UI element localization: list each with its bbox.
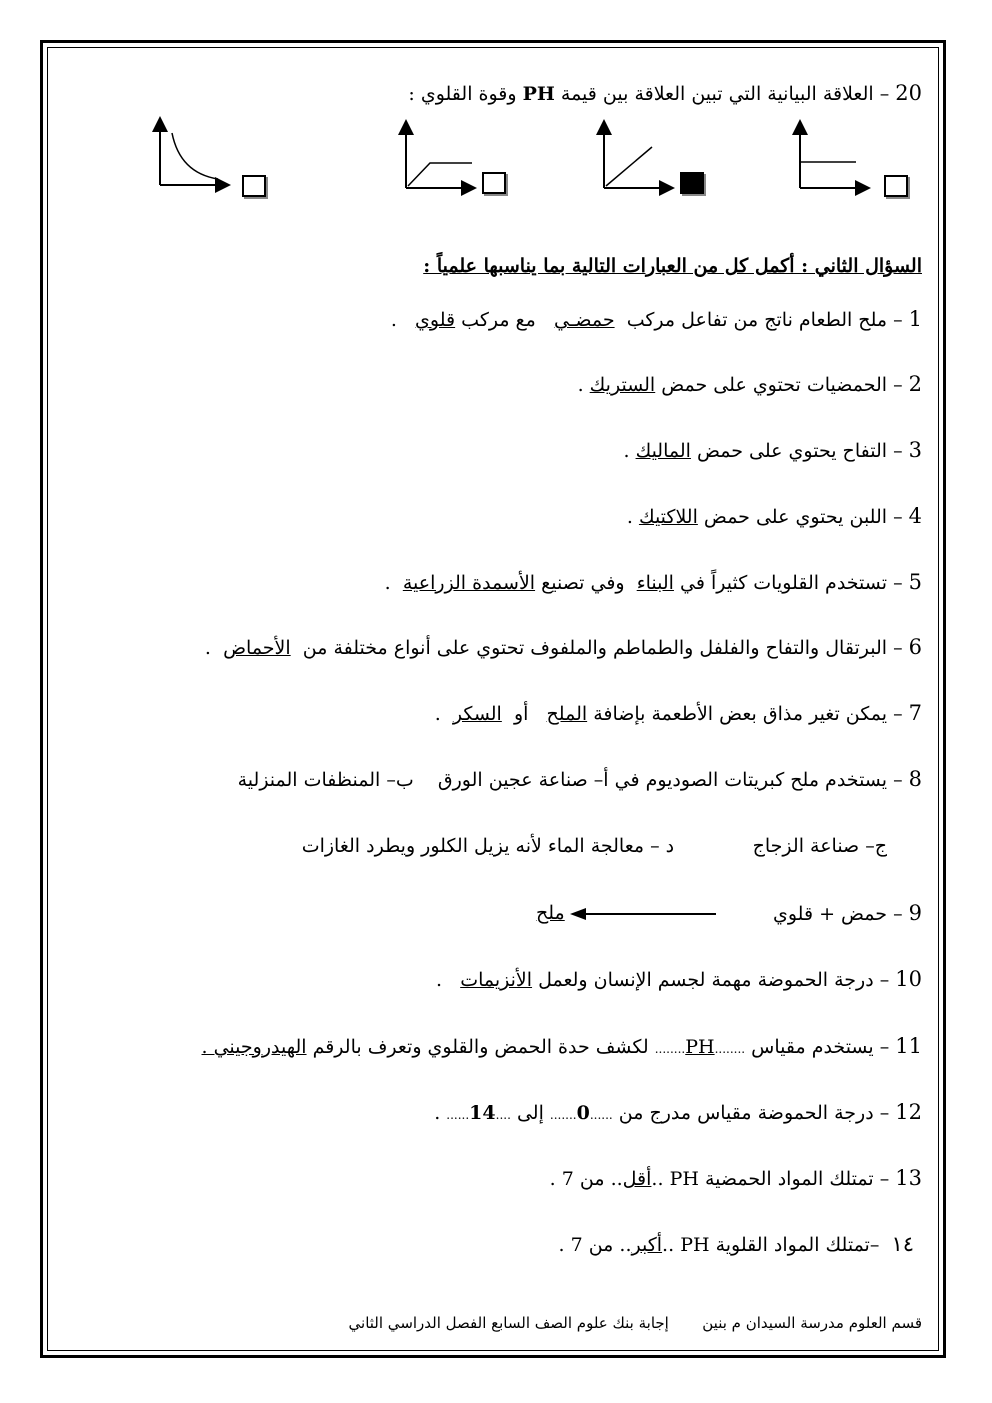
reaction-arrow bbox=[568, 907, 718, 921]
page-border-inner bbox=[47, 47, 939, 1351]
item-2: 2 – الحمضيات تحتوي على حمض الستريك . bbox=[577, 372, 922, 396]
item-12: 12 – درجة الحموضة مقياس مدرج من ......0....... إلى ....14...... . bbox=[434, 1100, 922, 1124]
answer: الأنزيمات bbox=[460, 969, 533, 991]
choice-box-1[interactable] bbox=[242, 175, 266, 197]
answer: حمضـي bbox=[553, 309, 615, 331]
item-8: 8 – يستخدم ملح كبريتات الصوديوم في أ– صناعة عجين الورق ب– المنظفات المنزلية bbox=[237, 767, 922, 791]
answer: قلوي bbox=[415, 309, 456, 331]
item-13: 13 – تمتلك المواد الحمضية PH ..أقل.. من 7 . bbox=[549, 1166, 922, 1190]
question-20: 20 – العلاقة البيانية التي تبين العلاقة بين قيمة PH وقوة القلوي : bbox=[408, 81, 922, 105]
item-4: 4 – اللبن يحتوي على حمض اللاكتيك . bbox=[626, 504, 922, 528]
answer: أقل bbox=[622, 1168, 652, 1190]
footer: قسم العلوم مدرسة السيدان م بنين إجابة بنك علوم الصف السابع الفصل الدراسي الثاني bbox=[348, 1314, 922, 1332]
item-11: 11 – يستخدم مقياس ........PH........ لكشف حدة الحمض والقلوي وتعرف بالرقم الهيدروجيني . bbox=[201, 1034, 922, 1058]
item-6: 6 – البرتقال والتفاح والفلفل والطماطم والملفوف تحتوي على أنواع مختلفة من الأحماض . bbox=[204, 635, 922, 659]
item-1: 1 – ملح الطعام ناتج من تفاعل مركب حمضـي مع مركب قلوي . bbox=[390, 307, 922, 331]
answer: السكر bbox=[452, 703, 502, 725]
answer: الستريك bbox=[589, 374, 656, 396]
graph-linear-increasing bbox=[604, 123, 671, 188]
answer: الأسمدة الزراعية bbox=[402, 572, 536, 594]
answer: الأحماض bbox=[223, 637, 291, 659]
item-14: ١٤ –تمتلك المواد القلوية PH ..أكبر.. من 7 . bbox=[558, 1232, 914, 1256]
answer: اللاكتيك bbox=[638, 506, 698, 528]
choice-box-3-selected[interactable] bbox=[680, 172, 704, 194]
choice-box-4[interactable] bbox=[884, 175, 908, 197]
item-9: 9 – حمض + قلوي bbox=[772, 901, 922, 925]
graph-curve-decreasing bbox=[160, 120, 227, 185]
answer: PH bbox=[685, 1036, 715, 1058]
graph-constant bbox=[800, 123, 867, 188]
answer: 0 bbox=[576, 1102, 590, 1124]
item-8-continued: ج– صناعة الزجاج د – معالجة الماء لأنه يزيل الكلور ويطرد الغازات bbox=[301, 835, 887, 857]
item-10: 10 – درجة الحموضة مهمة لجسم الإنسان ولعمل الأنزيمات . bbox=[436, 967, 922, 991]
answer: الماليك bbox=[635, 440, 691, 462]
answer: أكبر bbox=[631, 1234, 663, 1256]
section-title: السؤال الثاني : أكمل كل من العبارات التالية بما يناسبها علمياً : bbox=[423, 255, 922, 277]
answer: الملح bbox=[546, 703, 588, 725]
choice-box-2[interactable] bbox=[482, 172, 506, 194]
answer: 14 bbox=[469, 1102, 496, 1124]
answer: الهيدروجيني . bbox=[201, 1036, 307, 1058]
graph-rise-then-flat bbox=[406, 123, 473, 188]
item-9-answer: ملح bbox=[536, 902, 565, 924]
item-7: 7 – يمكن تغير مذاق بعض الأطعمة بإضافة الملح أو السكر . bbox=[434, 701, 922, 725]
item-3: 3 – التفاح يحتوي على حمض الماليك . bbox=[623, 438, 922, 462]
answer: البناء bbox=[636, 572, 674, 594]
item-5: 5 – تستخدم القلويات كثيراً في البناء وفي تصنيع الأسمدة الزراعية . bbox=[384, 570, 922, 594]
